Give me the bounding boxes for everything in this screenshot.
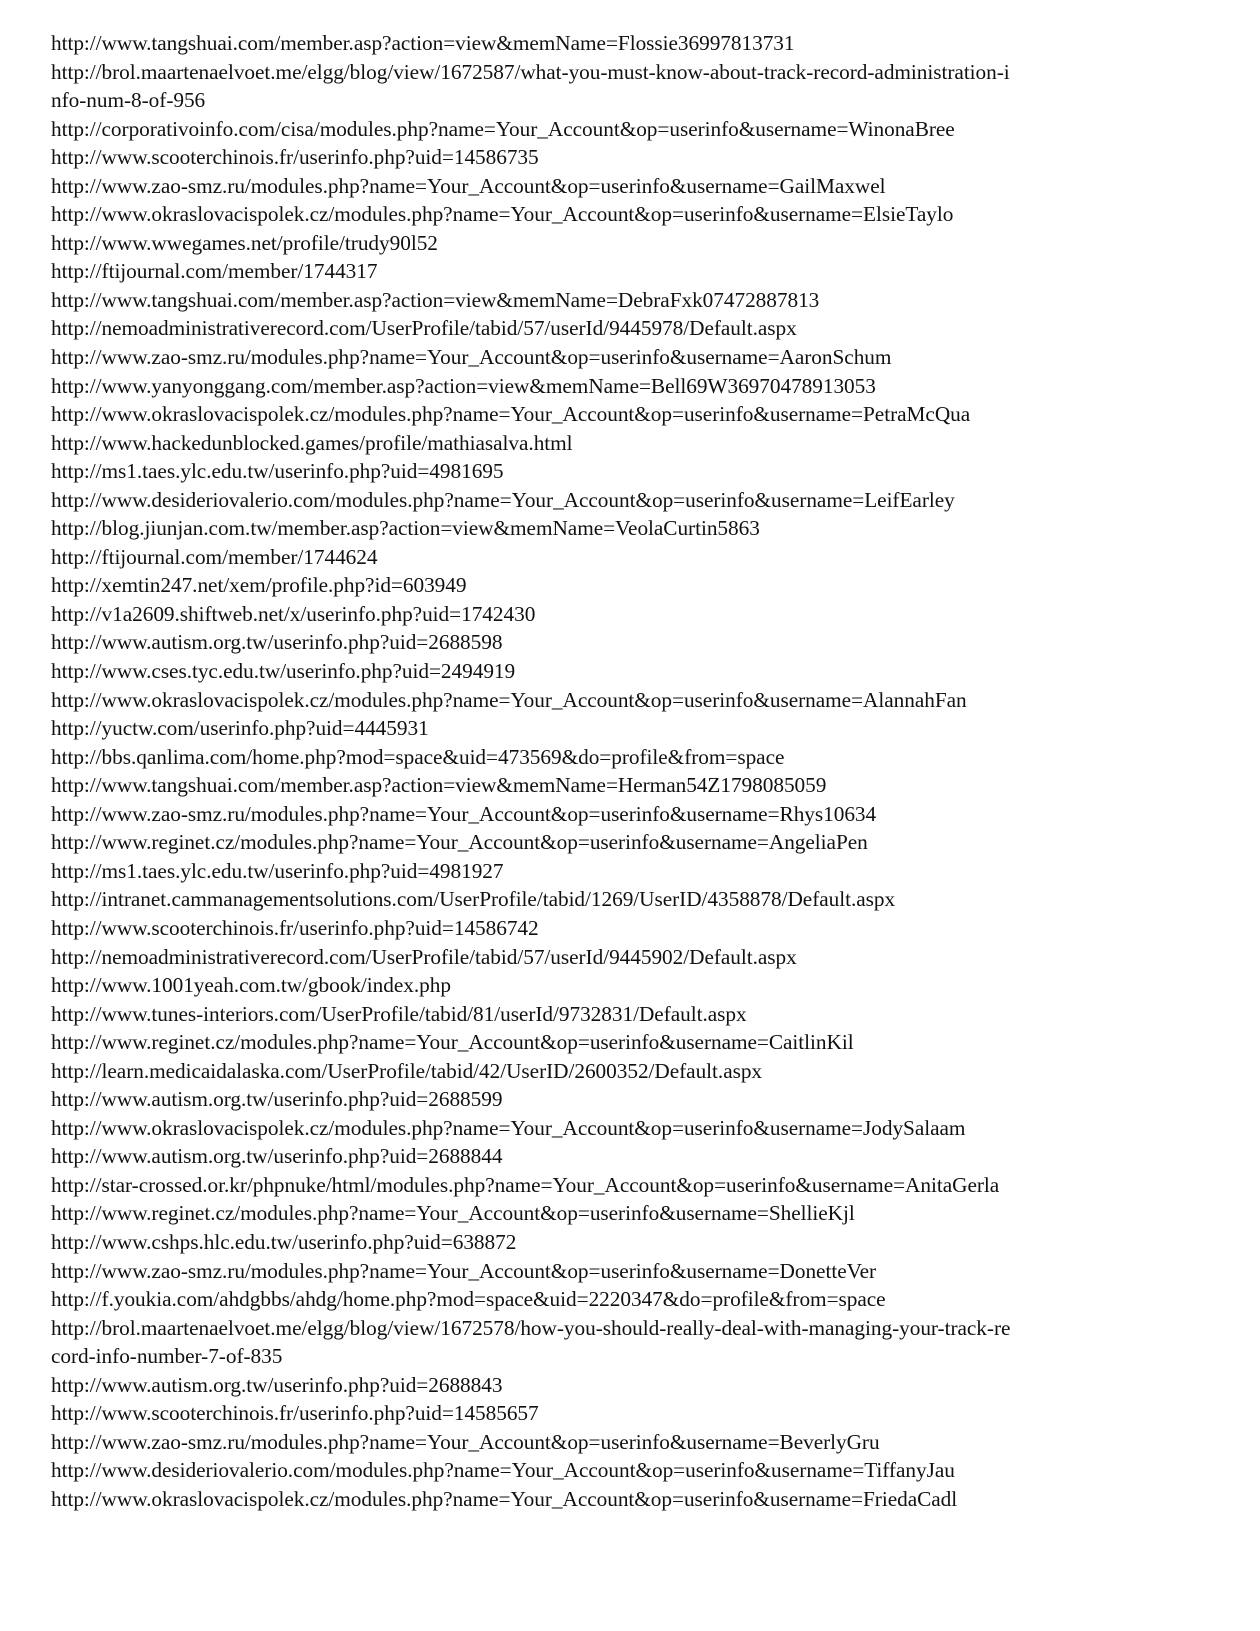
- url-line: http://www.okraslovacispolek.cz/modules.php?name=Your_Account&op=userinfo&username=JodySalaam: [51, 1115, 966, 1140]
- url-line-continuation: cord-info-number-7-of-835: [51, 1344, 283, 1369]
- url-line: http://www.tangshuai.com/member.asp?action=view&memName=Herman54Z1798085059: [51, 773, 827, 798]
- url-line: http://www.zao-smz.ru/modules.php?name=Your_Account&op=userinfo&username=Rhys10634: [51, 801, 877, 826]
- url-line: http://www.yanyonggang.com/member.asp?action=view&memName=Bell69W36970478913053: [51, 373, 876, 398]
- url-line: http://www.cses.tyc.edu.tw/userinfo.php?uid=2494919: [51, 659, 516, 684]
- url-line: http://www.cshps.hlc.edu.tw/userinfo.php?uid=638872: [51, 1229, 517, 1254]
- url-line: http://www.zao-smz.ru/modules.php?name=Your_Account&op=userinfo&username=GailMaxwel: [51, 173, 886, 198]
- url-line: http://f.youkia.com/ahdgbbs/ahdg/home.php?mod=space&uid=2220347&do=profile&from=space: [51, 1287, 886, 1312]
- url-line: http://www.zao-smz.ru/modules.php?name=Your_Account&op=userinfo&username=AaronSchum: [51, 345, 892, 370]
- url-line: http://www.scooterchinois.fr/userinfo.php?uid=14585657: [51, 1401, 539, 1426]
- url-line: http://v1a2609.shiftweb.net/x/userinfo.php?uid=1742430: [51, 601, 536, 626]
- url-line: http://www.1001yeah.com.tw/gbook/index.php: [51, 973, 451, 998]
- url-line: http://intranet.cammanagementsolutions.com/UserProfile/tabid/1269/UserID/4358878/Default.aspx: [51, 887, 896, 912]
- url-line: http://yuctw.com/userinfo.php?uid=4445931: [51, 716, 429, 741]
- url-line: http://nemoadministrativerecord.com/UserProfile/tabid/57/userId/9445902/Default.aspx: [51, 944, 797, 969]
- url-line: http://corporativoinfo.com/cisa/modules.php?name=Your_Account&op=userinfo&username=WinonaBree: [51, 116, 955, 141]
- url-line: http://www.okraslovacispolek.cz/modules.php?name=Your_Account&op=userinfo&username=PetraMcQua: [51, 402, 971, 427]
- url-line: http://blog.jiunjan.com.tw/member.asp?action=view&memName=VeolaCurtin5863: [51, 516, 760, 541]
- url-line: http://www.scooterchinois.fr/userinfo.php?uid=14586742: [51, 915, 539, 940]
- url-line: http://star-crossed.or.kr/phpnuke/html/modules.php?name=Your_Account&op=userinfo&username=AnitaGerla: [51, 1172, 1000, 1197]
- url-line: http://www.zao-smz.ru/modules.php?name=Your_Account&op=userinfo&username=DonetteVer: [51, 1258, 877, 1283]
- url-line: http://xemtin247.net/xem/profile.php?id=603949: [51, 573, 467, 598]
- url-line: http://www.desideriovalerio.com/modules.php?name=Your_Account&op=userinfo&username=TiffanyJau: [51, 1458, 955, 1483]
- url-line: http://www.okraslovacispolek.cz/modules.php?name=Your_Account&op=userinfo&username=AlannahFan: [51, 687, 967, 712]
- url-line: http://www.hackedunblocked.games/profile/mathiasalva.html: [51, 430, 573, 455]
- url-line: http://www.autism.org.tw/userinfo.php?uid=2688598: [51, 630, 503, 655]
- url-line: http://www.reginet.cz/modules.php?name=Your_Account&op=userinfo&username=AngeliaPen: [51, 830, 868, 855]
- url-line: http://www.tunes-interiors.com/UserProfile/tabid/81/userId/9732831/Default.aspx: [51, 1001, 747, 1026]
- url-line: http://www.autism.org.tw/userinfo.php?uid=2688843: [51, 1372, 503, 1397]
- url-line: http://www.autism.org.tw/userinfo.php?uid=2688844: [51, 1144, 503, 1169]
- url-line: http://www.okraslovacispolek.cz/modules.php?name=Your_Account&op=userinfo&username=ElsieTaylo: [51, 202, 954, 227]
- url-line: http://www.scooterchinois.fr/userinfo.php?uid=14586735: [51, 145, 539, 170]
- url-line: http://bbs.qanlima.com/home.php?mod=space&uid=473569&do=profile&from=space: [51, 744, 785, 769]
- url-line: http://www.okraslovacispolek.cz/modules.php?name=Your_Account&op=userinfo&username=FriedaCadl: [51, 1486, 958, 1511]
- url-line: http://www.desideriovalerio.com/modules.php?name=Your_Account&op=userinfo&username=LeifEarley: [51, 487, 955, 512]
- url-list-document: [51, 29, 1161, 1513]
- url-line: http://www.reginet.cz/modules.php?name=Your_Account&op=userinfo&username=CaitlinKil: [51, 1030, 854, 1055]
- url-line: http://brol.maartenaelvoet.me/elgg/blog/view/1672587/what-you-must-know-about-track-record-administration-i: [51, 59, 1010, 84]
- url-line: http://ms1.taes.ylc.edu.tw/userinfo.php?uid=4981695: [51, 459, 504, 484]
- url-line: http://ftijournal.com/member/1744624: [51, 544, 378, 569]
- url-line: http://learn.medicaidalaska.com/UserProfile/tabid/42/UserID/2600352/Default.aspx: [51, 1058, 763, 1083]
- url-line: http://nemoadministrativerecord.com/UserProfile/tabid/57/userId/9445978/Default.aspx: [51, 316, 797, 341]
- url-line: http://www.autism.org.tw/userinfo.php?uid=2688599: [51, 1087, 503, 1112]
- url-line: http://www.wwegames.net/profile/trudy90l52: [51, 230, 438, 255]
- url-line-continuation: nfo-num-8-of-956: [51, 88, 206, 113]
- url-line: http://www.zao-smz.ru/modules.php?name=Your_Account&op=userinfo&username=BeverlyGru: [51, 1429, 880, 1454]
- url-line: http://ms1.taes.ylc.edu.tw/userinfo.php?uid=4981927: [51, 858, 504, 883]
- url-line: http://www.tangshuai.com/member.asp?action=view&memName=DebraFxk07472887813: [51, 287, 820, 312]
- url-line: http://www.reginet.cz/modules.php?name=Your_Account&op=userinfo&username=ShellieKjl: [51, 1201, 855, 1226]
- url-line: http://ftijournal.com/member/1744317: [51, 259, 378, 284]
- url-line: http://brol.maartenaelvoet.me/elgg/blog/view/1672578/how-you-should-really-deal-with-managing-your-track-re: [51, 1315, 1011, 1340]
- url-line: http://www.tangshuai.com/member.asp?action=view&memName=Flossie36997813731: [51, 31, 795, 55]
